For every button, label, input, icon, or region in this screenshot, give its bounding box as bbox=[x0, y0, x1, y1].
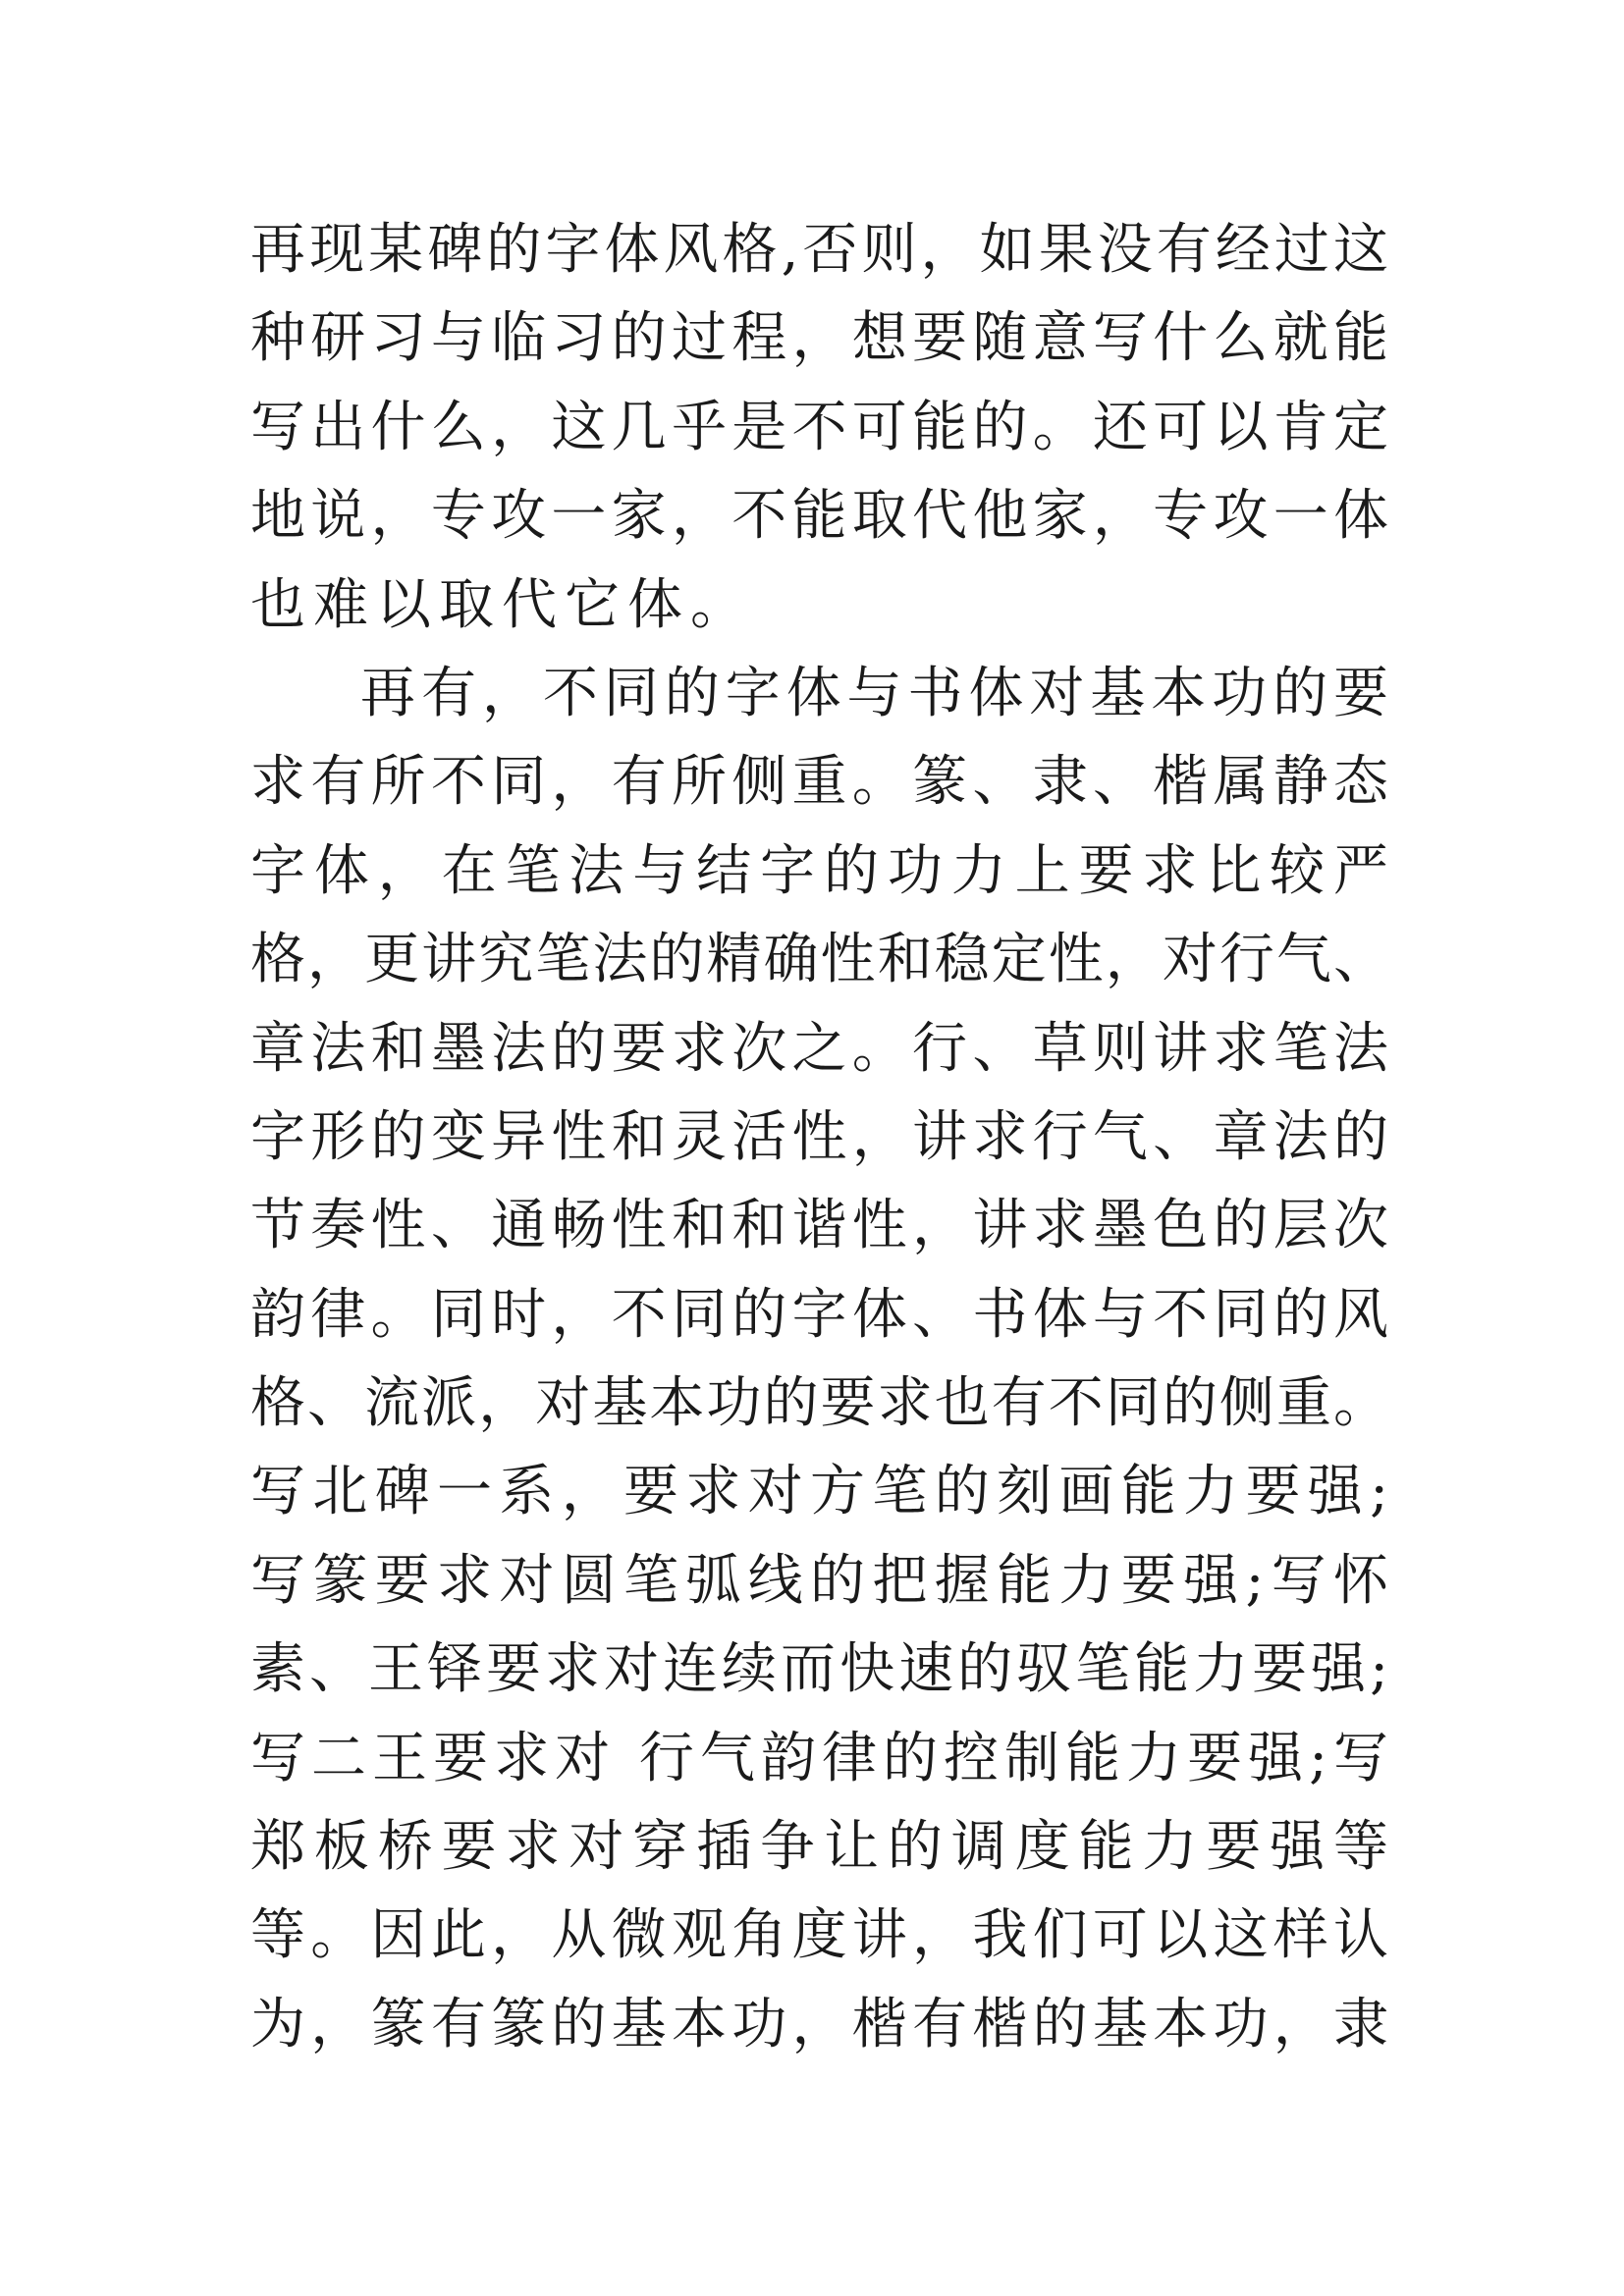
text-line-19: 郑板桥要求对穿插争让的调度能力要强等 bbox=[250, 1815, 1389, 1880]
text-line-13: 韵律。同时，不同的字体、书体与不同的风 bbox=[250, 1282, 1389, 1347]
text-line-18: 写二王要求对 行气韵律的控制能力要强;写 bbox=[250, 1726, 1389, 1790]
text-line-6: 再有，不同的字体与书体对基本功的要 bbox=[360, 661, 1389, 725]
text-line-15: 写北碑一系，要求对方笔的刻画能力要强; bbox=[250, 1460, 1389, 1524]
text-line-7: 求有所不同，有所侧重。篆、隶、楷属静态 bbox=[250, 750, 1389, 815]
text-line-17: 素、王铎要求对连续而快速的驭笔能力要强; bbox=[250, 1637, 1389, 1702]
text-line-20: 等。因此，从微观角度讲，我们可以这样认 bbox=[250, 1903, 1389, 1968]
text-line-11: 字形的变异性和灵活性，讲求行气、章法的 bbox=[250, 1104, 1389, 1169]
text-line-12: 节奏性、通畅性和和谐性，讲求墨色的层次 bbox=[250, 1194, 1389, 1258]
body-text bbox=[250, 206, 1389, 2069]
text-line-16: 写篆要求对圆笔弧线的把握能力要强;写怀 bbox=[250, 1548, 1389, 1613]
text-line-3: 写出什么，这几乎是不可能的。还可以肯定 bbox=[250, 395, 1389, 459]
text-line-2: 种研习与临习的过程，想要随意写什么就能 bbox=[250, 306, 1389, 371]
text-line-8: 字体，在笔法与结字的功力上要求比较严 bbox=[250, 838, 1389, 903]
text-line-21: 为，篆有篆的基本功，楷有楷的基本功，隶 bbox=[250, 1992, 1389, 2056]
text-line-10: 章法和墨法的要求次之。行、草则讲求笔法 bbox=[250, 1016, 1389, 1081]
text-line-4: 地说，专攻一家，不能取代他家，专攻一体 bbox=[250, 484, 1389, 549]
text-line-9: 格，更讲究笔法的精确性和稳定性，对行气、 bbox=[250, 928, 1389, 992]
text-line-14: 格、流派，对基本功的要求也有不同的侧重。 bbox=[250, 1371, 1389, 1436]
text-line-5: 也难以取代它体。 bbox=[250, 572, 753, 637]
text-line-1: 再现某碑的字体风格,否则，如果没有经过这 bbox=[250, 218, 1389, 282]
